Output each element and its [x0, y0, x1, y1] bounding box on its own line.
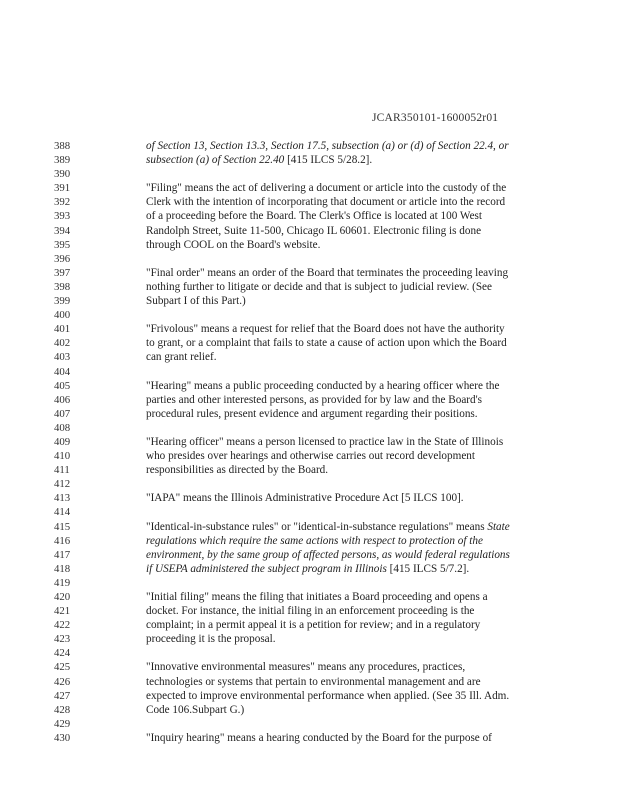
text-line [0, 618, 644, 632]
text-run: "Filing" means the act of delivering a document or article into the custody of the [146, 182, 507, 195]
line-text [146, 322, 505, 336]
text-line [0, 421, 644, 435]
text-line [0, 181, 644, 195]
text-run: "Hearing officer" means a person licensed to practice law in the State of Illinois [146, 435, 504, 448]
document-id: JCAR350101-1600052r01 [372, 112, 499, 124]
text-run: can grant relief. [146, 351, 217, 364]
text-run: parties and other interested persons, as provided for by law and the Board's [146, 393, 482, 406]
line-number: 391 [54, 182, 71, 195]
line-number: 427 [54, 689, 71, 702]
line-text [146, 618, 480, 632]
text-line [0, 703, 644, 717]
text-run: who presides over hearings and otherwise carries out record development [146, 450, 475, 463]
text-run: "IAPA" means the Illinois Administrative Procedure Act [5 ILCS 100]. [146, 492, 464, 505]
text-run: technologies or systems that pertain to environmental management and are [146, 675, 481, 688]
line-text [146, 520, 510, 534]
line-number: 426 [54, 675, 71, 688]
line-number: 399 [54, 295, 71, 308]
line-number: 405 [54, 379, 71, 392]
text-line [0, 280, 644, 294]
line-number: 416 [54, 534, 71, 547]
text-run: "Innovative environmental measures" means any procedures, practices, [146, 661, 466, 674]
line-text [146, 407, 478, 421]
text-run: "Identical-in-substance rules" or "identical-in-substance regulations" means [146, 520, 488, 533]
line-number: 404 [54, 365, 71, 378]
text-run: of a proceeding before the Board. The Clerk's Office is located at 100 West [146, 210, 483, 223]
text-line [0, 548, 644, 562]
text-line [0, 379, 644, 393]
text-line [0, 393, 644, 407]
text-line [0, 153, 644, 167]
line-number: 411 [54, 464, 70, 477]
text-run: docket. For instance, the initial filing in an enforcement proceeding is the [146, 605, 475, 618]
text-line [0, 646, 644, 660]
text-run: [415 ILCS 5/28.2]. [284, 154, 373, 167]
text-run: expected to improve environmental performance when applied. (See 35 Ill. Adm. [146, 689, 510, 702]
line-number: 400 [54, 309, 71, 322]
text-line [0, 534, 644, 548]
text-run: "Hearing" means a public proceeding conducted by a hearing officer where the [146, 379, 500, 392]
text-line [0, 365, 644, 379]
text-line [0, 520, 644, 534]
line-number: 394 [54, 224, 71, 237]
line-number: 389 [54, 154, 71, 167]
line-text [146, 139, 509, 153]
line-text [146, 294, 246, 308]
line-number: 402 [54, 337, 71, 350]
italic-text-run: environment, by the same group of affected persons, as would federal regulations [146, 548, 510, 561]
line-number: 409 [54, 435, 71, 448]
line-text [146, 590, 488, 604]
text-line [0, 505, 644, 519]
line-number: 407 [54, 407, 71, 420]
line-text [146, 562, 469, 576]
text-run: [415 ILCS 5/7.2]. [386, 562, 470, 575]
line-number: 395 [54, 238, 71, 251]
italic-text-run: if USEPA administered the subject program in Illinois [146, 562, 387, 575]
line-text [146, 689, 509, 703]
text-line [0, 435, 644, 449]
line-text [146, 660, 465, 674]
line-text [146, 463, 328, 477]
text-run: Clerk with the intention of incorporating that document or article into the record [146, 196, 506, 209]
line-number: 412 [54, 478, 71, 491]
italic-text-run: of Section 13, Section 13.3, Section 17.5, subsection (a) or (d) of Section 22.4, or [146, 140, 509, 152]
text-line [0, 590, 644, 604]
line-number: 424 [54, 647, 71, 660]
text-line [0, 660, 644, 674]
text-line [0, 224, 644, 238]
italic-text-run: regulations which require the same actions with respect to protection of the [146, 534, 483, 547]
text-line [0, 195, 644, 209]
italic-text-run: subsection (a) of Section 22.40 [146, 154, 285, 167]
line-number: 417 [54, 548, 71, 561]
text-line [0, 209, 644, 223]
text-line [0, 689, 644, 703]
numbered-text-body [0, 139, 644, 745]
text-line [0, 407, 644, 421]
text-run: to grant, or a complaint that fails to state a cause of action upon which the Board [146, 337, 507, 350]
text-line [0, 449, 644, 463]
text-line [0, 322, 644, 336]
line-text [146, 534, 483, 548]
line-number: 388 [54, 140, 71, 152]
line-text [146, 604, 474, 618]
text-run: "Final order" means an order of the Board that terminates the proceeding leaving [146, 266, 509, 279]
line-text [146, 266, 508, 280]
text-run: responsibilities as directed by the Board. [146, 464, 329, 477]
text-line [0, 350, 644, 364]
line-text [146, 181, 506, 195]
line-number: 423 [54, 633, 71, 646]
text-run: proceeding it is the proposal. [146, 633, 276, 646]
line-number: 408 [54, 421, 71, 434]
line-text [146, 703, 244, 717]
line-text [146, 632, 276, 646]
line-number: 418 [54, 562, 71, 575]
line-text [146, 491, 464, 505]
line-text [146, 209, 482, 223]
line-number: 393 [54, 210, 71, 223]
text-line [0, 491, 644, 505]
line-number: 390 [54, 168, 71, 181]
text-run: Subpart I of this Part.) [146, 295, 246, 308]
line-text [146, 675, 481, 689]
text-line [0, 675, 644, 689]
line-number: 398 [54, 280, 71, 293]
text-line [0, 477, 644, 491]
text-run: nothing further to litigate or decide and that is subject to judicial review. (See [146, 280, 492, 293]
line-number: 430 [54, 731, 71, 744]
line-number: 392 [54, 196, 71, 209]
line-text [146, 280, 492, 294]
text-line [0, 632, 644, 646]
text-line [0, 252, 644, 266]
text-run: procedural rules, present evidence and argument regarding their positions. [146, 407, 478, 420]
text-line [0, 731, 644, 745]
text-line [0, 576, 644, 590]
line-number: 401 [54, 323, 71, 336]
line-text [146, 379, 499, 393]
line-text [146, 195, 505, 209]
line-text [146, 548, 510, 562]
text-line [0, 238, 644, 252]
line-text [146, 153, 372, 167]
text-run: "Initial filing" means the filing that initiates a Board proceeding and opens a [146, 591, 488, 603]
line-number: 403 [54, 351, 71, 364]
text-line [0, 562, 644, 576]
text-run: "Inquiry hearing" means a hearing conducted by the Board for the purpose of [146, 731, 492, 744]
text-run: Randolph Street, Suite 11-500, Chicago IL 60601. Electronic filing is done [146, 224, 482, 237]
line-number: 428 [54, 703, 71, 716]
line-number: 415 [54, 520, 71, 533]
line-text [146, 238, 320, 252]
text-line [0, 604, 644, 618]
line-number: 406 [54, 393, 71, 406]
line-text [146, 350, 217, 364]
text-run: "Frivolous" means a request for relief that the Board does not have the authority [146, 323, 505, 336]
text-line [0, 717, 644, 731]
text-run: through COOL on the Board's website. [146, 238, 321, 251]
line-number: 414 [54, 506, 71, 519]
line-number: 413 [54, 492, 71, 505]
italic-text-run: State [487, 520, 510, 533]
line-number: 420 [54, 591, 71, 603]
text-line [0, 139, 644, 153]
line-number: 425 [54, 661, 71, 674]
line-text [146, 224, 481, 238]
line-text [146, 731, 492, 745]
line-number: 429 [54, 717, 71, 730]
text-line [0, 167, 644, 181]
text-run: Code 106.Subpart G.) [146, 703, 245, 716]
line-number: 396 [54, 252, 71, 265]
line-text [146, 449, 475, 463]
line-text [146, 435, 503, 449]
text-line [0, 294, 644, 308]
line-text [146, 393, 482, 407]
text-run: complaint; in a permit appeal it is a petition for review; and in a regulatory [146, 619, 481, 632]
line-text [146, 336, 507, 350]
line-number: 419 [54, 576, 71, 589]
line-number: 421 [54, 605, 71, 618]
line-number: 397 [54, 266, 71, 279]
text-line [0, 463, 644, 477]
text-line [0, 308, 644, 322]
line-number: 410 [54, 450, 71, 463]
text-line [0, 266, 644, 280]
text-line [0, 336, 644, 350]
line-number: 422 [54, 619, 71, 632]
